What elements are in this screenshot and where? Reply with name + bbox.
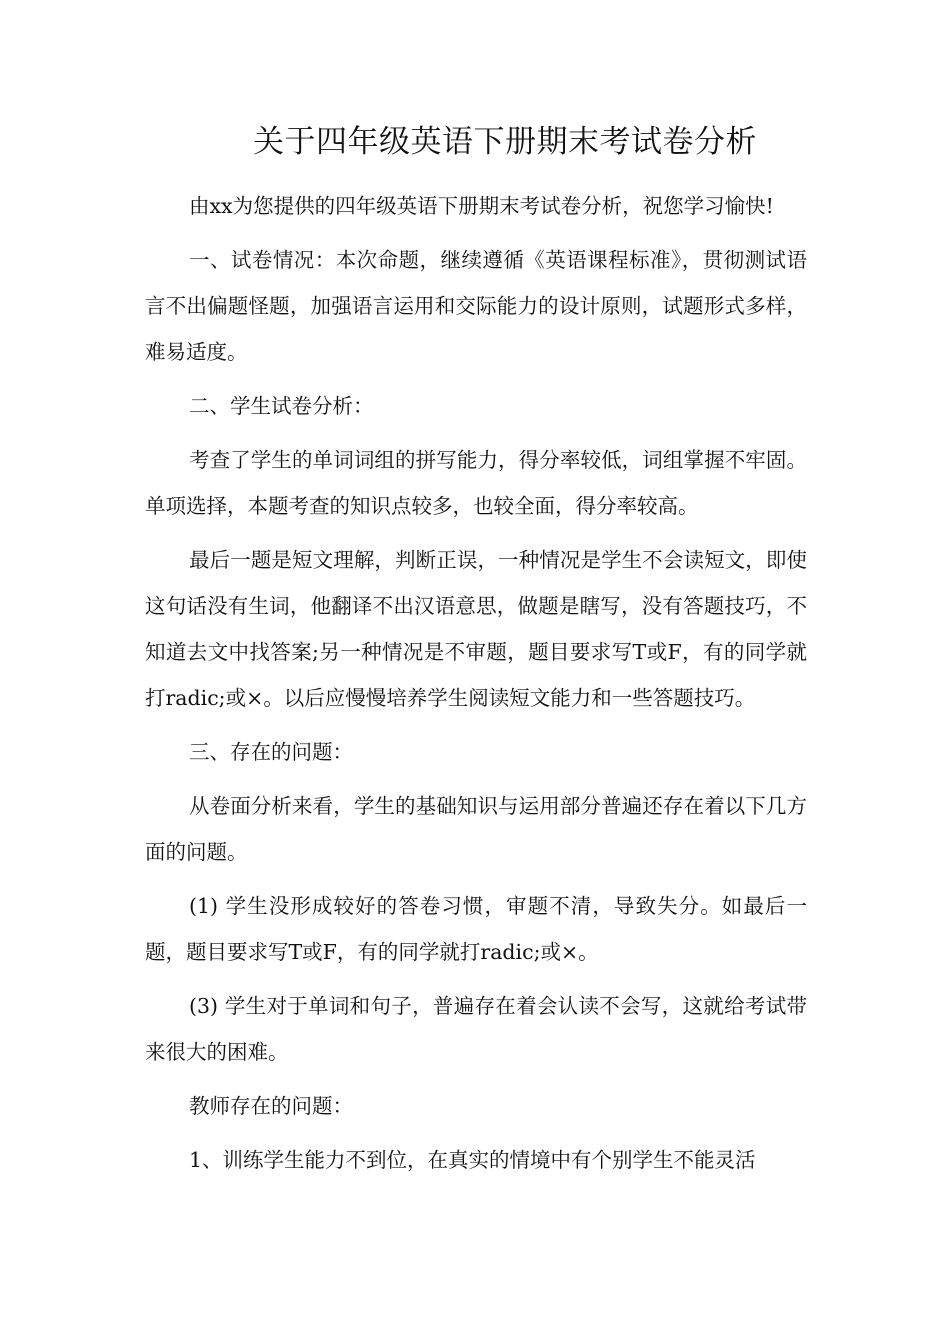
- problem-item-3: (3) 学生对于单词和句子，普遍存在着会认读不会写，这就给考试带来很大的困难。: [145, 994, 807, 1064]
- problem-item-1: (1) 学生没形成较好的答卷习惯，审题不清，导致失分。如最后一题，题目要求写T或F，有的同学就打radic;或×。: [145, 894, 807, 964]
- section-heading-teacher-problems: 教师存在的问题：: [189, 1094, 353, 1118]
- spelling-analysis-paragraph: 考查了学生的单词词组的拼写能力，得分率较低，词组掌握不牢固。单项选择，本题考查的知识点较多，也较全面，得分率较高。: [145, 448, 807, 518]
- document-body: [145, 183, 807, 1191]
- teacher-problem-item-1: 1、训练学生能力不到位，在真实的情境中有个别学生不能灵活: [189, 1148, 756, 1172]
- reading-analysis-paragraph: 最后一题是短文理解，判断正误，一种情况是学生不会读短文，即使这句话没有生词，他翻译不出汉语意思，做题是瞎写，没有答题技巧，不知道去文中找答案;另一种情况是不审题，题目要求写T或F，有的同学就打radic;或×。以后应慢慢培养学生阅读短文能力和一些答题技巧。: [145, 548, 807, 710]
- exam-situation-paragraph: 一、试卷情况：本次命题，继续遵循《英语课程标准》，贯彻测试语言不出偏题怪题，加强语言运用和交际能力的设计原则，试题形式多样，难易适度。: [145, 248, 807, 364]
- section-heading-student-analysis: 二、学生试卷分析：: [189, 394, 374, 418]
- problems-intro-paragraph: 从卷面分析来看，学生的基础知识与运用部分普遍还存在着以下几方面的问题。: [145, 794, 807, 864]
- section-heading-problems: 三、存在的问题：: [189, 740, 353, 764]
- document-title: 关于四年级英语下册期末考试卷分析: [253, 124, 757, 160]
- intro-paragraph: 由xx为您提供的四年级英语下册期末考试卷分析，祝您学习愉快!: [189, 194, 774, 218]
